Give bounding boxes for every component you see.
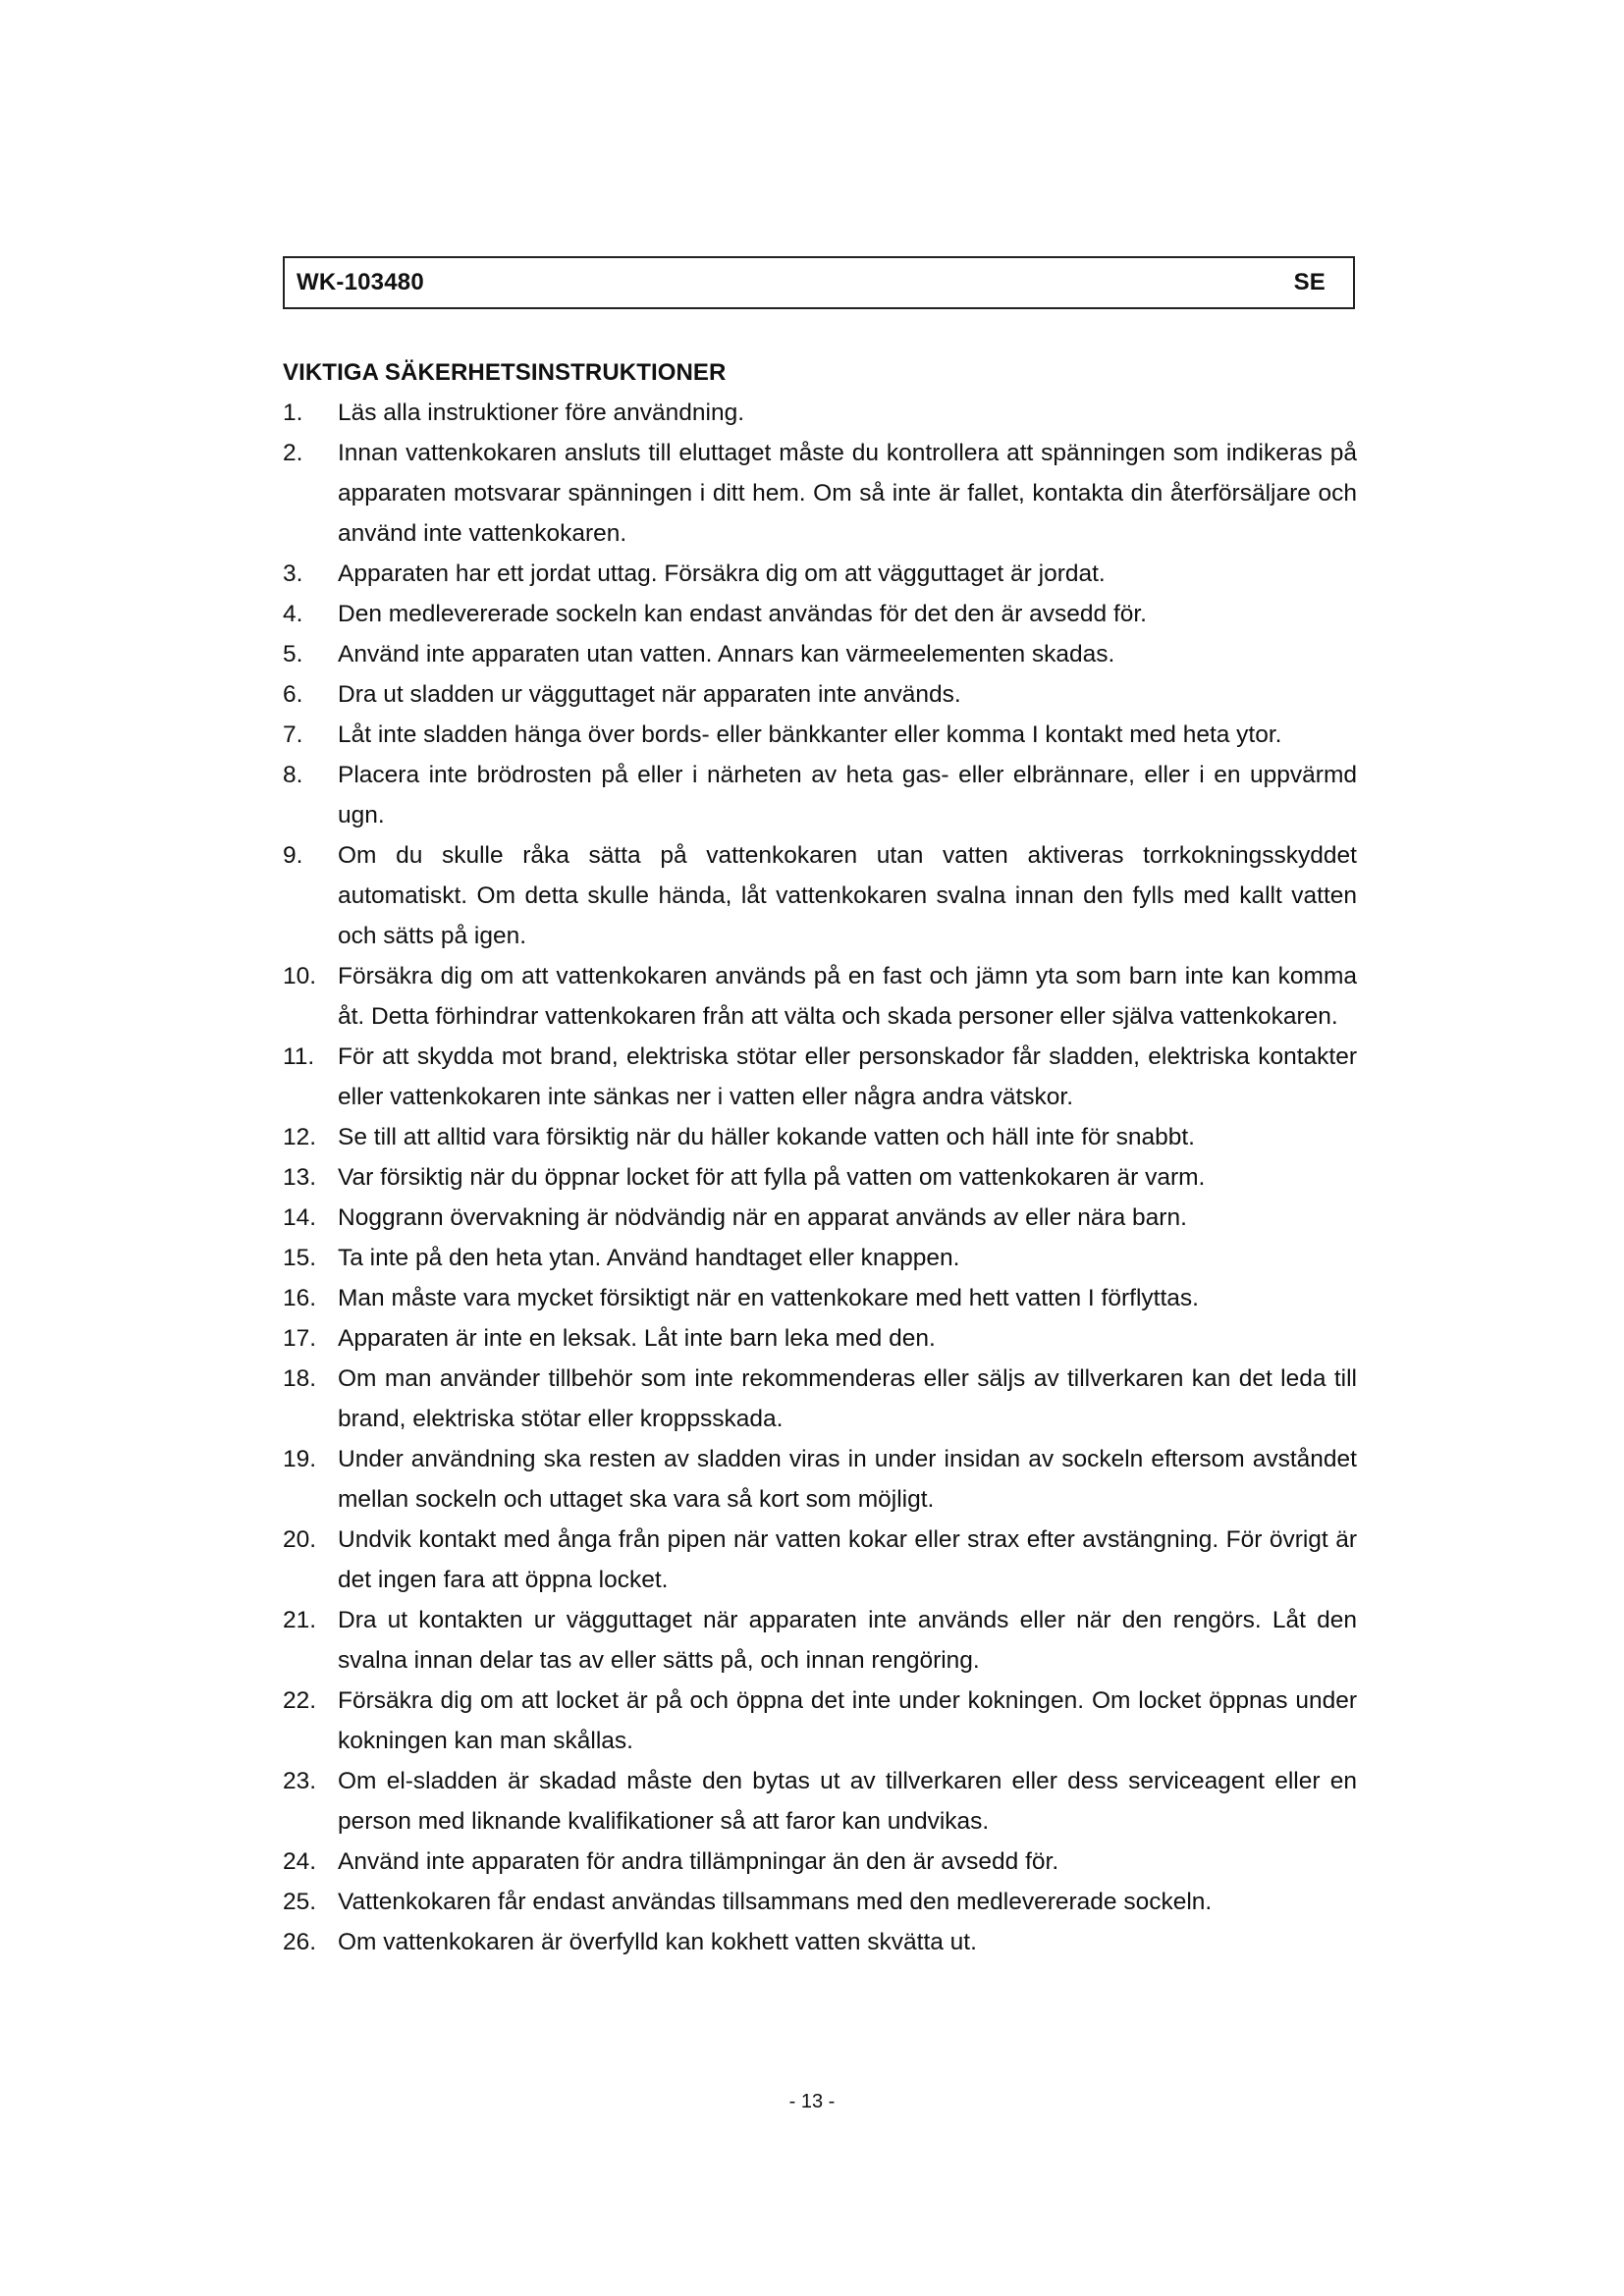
item-text: Undvik kontakt med ånga från pipen när vatten kokar eller strax efter avstängning. För övrigt är det ingen fara att öppna locket. [338,1526,1357,1593]
item-text: Apparaten har ett jordat uttag. Försäkra dig om att vägguttaget är jordat. [338,561,1106,587]
item-number: 2. [283,440,303,466]
list-item [283,1842,1357,1882]
instruction-list [283,393,1357,1962]
page-number: - 13 - [788,2091,836,2112]
item-number: 25. [283,1889,317,1915]
item-text: Dra ut kontakten ur vägguttaget när apparaten inte används eller när den rengörs. Låt den svalna innan delar tas av eller sätts på, och innan rengöring. [338,1607,1357,1674]
list-item [283,1681,1357,1761]
list-item [283,715,1357,755]
item-text: Försäkra dig om att vattenkokaren används på en fast och jämn yta som barn inte kan komma åt. Detta förhindrar vattenkokaren från att välta och skada personer eller själva vattenkokaren. [338,963,1357,1030]
header-box [283,256,1355,309]
list-item [283,433,1357,554]
item-text: Försäkra dig om att locket är på och öppna det inte under kokningen. Om locket öppnas under kokningen kan man skållas. [338,1687,1357,1754]
list-item [283,1238,1357,1278]
item-number: 9. [283,842,303,869]
item-number: 13. [283,1164,317,1191]
item-number: 15. [283,1245,317,1271]
list-item [283,554,1357,594]
item-number: 26. [283,1929,317,1955]
item-text: Låt inte sladden hänga över bords- eller bänkkanter eller komma I kontakt med heta ytor. [338,721,1282,748]
item-number: 7. [283,721,303,748]
item-text: Var försiktig när du öppnar locket för att fylla på vatten om vattenkokaren är varm. [338,1164,1206,1191]
item-text: Man måste vara mycket försiktigt när en vattenkokare med hett vatten I förflyttas. [338,1285,1199,1311]
language-code: SE [1293,269,1326,295]
item-text: Om man använder tillbehör som inte rekommenderas eller säljs av tillverkaren kan det leda till brand, elektriska stötar eller kroppsskada. [338,1365,1357,1432]
list-item [283,1198,1357,1238]
list-item [283,594,1357,634]
item-number: 3. [283,561,303,587]
item-text: Placera inte brödrosten på eller i närheten av heta gas- eller elbrännare, eller i en uppvärmd ugn. [338,762,1357,828]
list-item [283,1600,1357,1681]
item-text: Vattenkokaren får endast användas tillsammans med den medlevererade sockeln. [338,1889,1213,1915]
item-number: 4. [283,601,303,627]
list-item [283,1157,1357,1198]
list-item [283,755,1357,835]
item-text: Ta inte på den heta ytan. Använd handtaget eller knappen. [338,1245,960,1271]
item-text: Använd inte apparaten utan vatten. Annars kan värmeelementen skadas. [338,641,1115,667]
item-text: För att skydda mot brand, elektriska stötar eller personskador får sladden, elektriska kontakter eller vattenkokaren inte sänkas ner i vatten eller några andra vätskor. [338,1043,1357,1110]
model-number: WK-103480 [297,269,424,295]
list-item [283,674,1357,715]
list-item [283,1520,1357,1600]
item-number: 18. [283,1365,317,1392]
section-title: VIKTIGA SÄKERHETSINSTRUKTIONER [283,359,727,386]
item-text: Om du skulle råka sätta på vattenkokaren utan vatten aktiveras torrkokningsskyddet automatiskt. Om detta skulle hända, låt vattenkokaren svalna innan den fylls med kallt vatten och sätts på igen. [338,842,1357,949]
item-number: 6. [283,681,303,708]
list-item [283,835,1357,956]
item-number: 1. [283,400,303,426]
item-text: Om vattenkokaren är överfylld kan kokhett vatten skvätta ut. [338,1929,977,1955]
item-number: 22. [283,1687,317,1714]
list-item [283,1318,1357,1359]
item-number: 5. [283,641,303,667]
item-number: 19. [283,1446,317,1472]
list-item [283,1037,1357,1117]
list-item [283,1882,1357,1922]
item-text: Innan vattenkokaren ansluts till eluttaget måste du kontrollera att spänningen som indikeras på apparaten motsvarar spänningen i ditt hem. Om så inte är fallet, kontakta din återförsäljare och använd inte vattenkokaren. [338,440,1357,547]
item-number: 20. [283,1526,317,1553]
item-number: 14. [283,1204,317,1231]
item-number: 17. [283,1325,317,1352]
item-text: Dra ut sladden ur vägguttaget när apparaten inte används. [338,681,961,708]
item-number: 21. [283,1607,317,1633]
list-item [283,1359,1357,1439]
item-text: Använd inte apparaten för andra tillämpningar än den är avsedd för. [338,1848,1059,1875]
item-number: 23. [283,1768,317,1794]
item-text: Den medlevererade sockeln kan endast användas för det den är avsedd för. [338,601,1147,627]
item-text: Apparaten är inte en leksak. Låt inte barn leka med den. [338,1325,936,1352]
item-number: 8. [283,762,303,788]
item-number: 11. [283,1043,315,1070]
list-item [283,393,1357,433]
list-item [283,1439,1357,1520]
item-number: 12. [283,1124,317,1150]
item-text: Om el-sladden är skadad måste den bytas ut av tillverkaren eller dess serviceagent eller en person med liknande kvalifikationer så att faror kan undvikas. [338,1768,1357,1835]
list-item [283,1117,1357,1157]
item-text: Noggrann övervakning är nödvändig när en apparat används av eller nära barn. [338,1204,1187,1231]
list-item [283,1922,1357,1962]
item-number: 24. [283,1848,317,1875]
list-item [283,956,1357,1037]
item-number: 10. [283,963,317,989]
list-item [283,634,1357,674]
item-number: 16. [283,1285,317,1311]
list-item [283,1278,1357,1318]
item-text: Läs alla instruktioner före användning. [338,400,745,426]
list-item [283,1761,1357,1842]
item-text: Se till att alltid vara försiktig när du häller kokande vatten och häll inte för snabbt. [338,1124,1195,1150]
item-text: Under användning ska resten av sladden viras in under insidan av sockeln eftersom avståndet mellan sockeln och uttaget ska vara så kort som möjligt. [338,1446,1357,1513]
